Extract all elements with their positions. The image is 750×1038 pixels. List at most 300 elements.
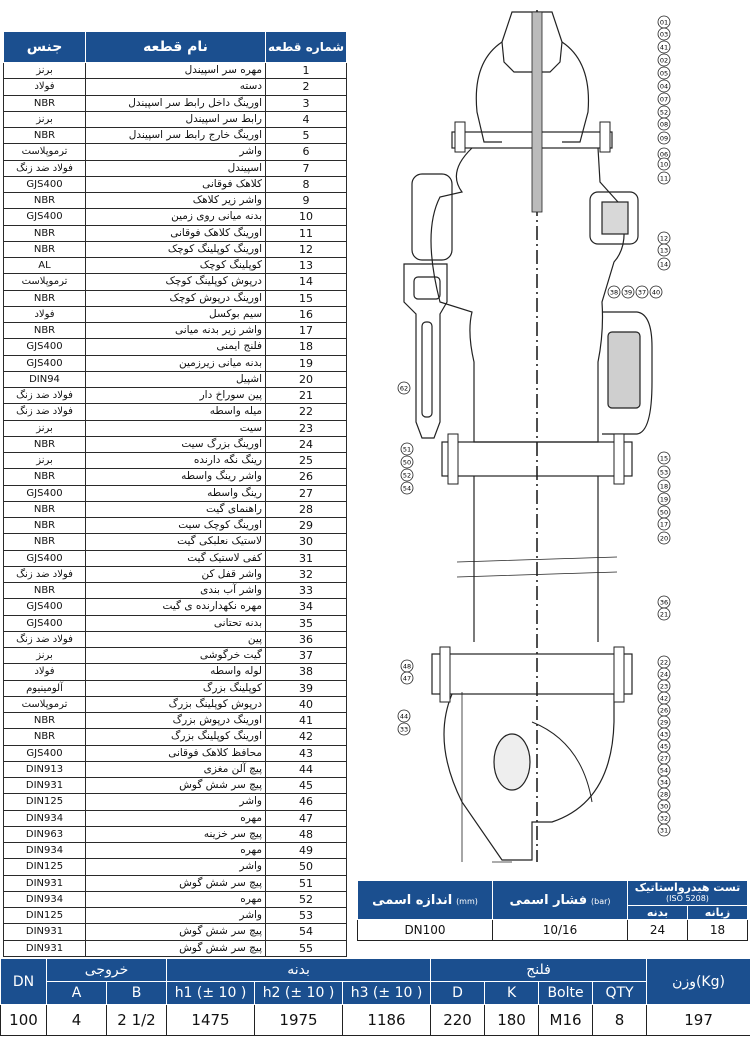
part-material: GJS400 [4,615,86,631]
part-number: 29 [266,518,347,534]
callout-label: 15 [659,454,669,463]
part-material: فولاد ضد زنگ [4,388,86,404]
table-row [4,648,347,664]
callout-label: 08 [659,120,669,129]
part-name: اورینگ خارج رابط سر اسپیندل [86,128,266,144]
table-row [4,501,347,517]
callout-label: 20 [659,534,669,543]
part-material: ترموپلاست [4,274,86,290]
table-row [4,209,347,225]
col-qty: QTY [593,982,647,1005]
table-row [4,306,347,322]
part-number: 5 [266,128,347,144]
part-number: 4 [266,111,347,127]
part-number: 34 [266,599,347,615]
part-number: 10 [266,209,347,225]
part-number: 55 [266,940,347,956]
body-subheader: بدنه [628,906,688,920]
table-row [4,826,347,842]
part-material: NBR [4,436,86,452]
a-value: 4 [47,1005,107,1036]
table-row [4,534,347,550]
part-name: مهره نکهدارنده ی گیت [86,599,266,615]
spindle [532,12,542,212]
callout-label: 42 [659,694,669,703]
part-number: 51 [266,875,347,891]
parts-table-body [4,63,347,957]
parts-table-header [4,32,347,63]
part-name: مهره [86,843,266,859]
table-row [4,599,347,615]
part-material: DIN931 [4,940,86,956]
part-number: 38 [266,664,347,680]
part-material: GJS400 [4,485,86,501]
lower-body-elbow [444,694,614,860]
part-name: مهره [86,810,266,826]
part-material: NBR [4,534,86,550]
part-number: 54 [266,924,347,940]
table-row [4,615,347,631]
part-material: فولاد [4,79,86,95]
part-name: اورینگ درپوش بزرگ [86,713,266,729]
part-name: واشر زیر بدنه میانی [86,323,266,339]
size-value: DN100 [358,920,493,941]
part-material: DIN931 [4,924,86,940]
part-number: 26 [266,469,347,485]
part-number: 16 [266,306,347,322]
part-number: 50 [266,859,347,875]
part-number: 33 [266,583,347,599]
part-material: ترموپلاست [4,696,86,712]
part-number: 46 [266,794,347,810]
table-row [4,566,347,582]
part-name: واشر آب بندی [86,583,266,599]
part-material: ترموپلاست [4,144,86,160]
part-name: بدنه تحتانی [86,615,266,631]
part-material: NBR [4,323,86,339]
part-material: DIN125 [4,794,86,810]
table-row [4,843,347,859]
part-name: محافظ کلاهک فوقانی [86,745,266,761]
lower-tube [474,476,598,642]
part-material: GJS400 [4,355,86,371]
part-number: 22 [266,404,347,420]
part-name: گیت خرگوشی [86,648,266,664]
table-row [4,745,347,761]
part-number: 1 [266,63,347,79]
callout-label: 53 [659,468,669,477]
weight-header: وزن(Kg) [647,959,750,1005]
pressure-header [493,881,628,920]
table-row [4,680,347,696]
table-row [4,95,347,111]
part-name: اشپیل [86,371,266,387]
part-material: NBR [4,713,86,729]
part-material: برنز [4,648,86,664]
part-material: DIN94 [4,371,86,387]
callout-label: 37 [637,288,647,297]
callout-label: 32 [659,814,669,823]
part-name: بدنه میانی زیرزمین [86,355,266,371]
part-name: واشر رینگ واسطه [86,469,266,485]
table-row [4,550,347,566]
part-number: 17 [266,323,347,339]
part-name: راهنمای گیت [86,501,266,517]
table-row [4,274,347,290]
table-row [4,778,347,794]
part-material: NBR [4,501,86,517]
part-name: پیچ سر خزینه [86,826,266,842]
pressure-value: 10/16 [493,920,628,941]
part-number: 8 [266,176,347,192]
part-name: سیم بوکسل [86,306,266,322]
table-row [4,111,347,127]
pressure-unit: (bar) [591,896,611,906]
d-value: 220 [431,1005,485,1036]
part-material: NBR [4,729,86,745]
callout-label: 02 [659,56,669,65]
table-row [4,940,347,956]
table-row [4,485,347,501]
part-number: 20 [266,371,347,387]
table-row [4,729,347,745]
part-name: مهره سر اسپیندل [86,63,266,79]
hydrotest-label: تست هیدرواستاتیک [634,880,741,894]
table-row [4,713,347,729]
part-material: فولاد [4,664,86,680]
part-material: فولاد ضد زنگ [4,160,86,176]
header-part-name: نام قطعه [86,32,266,63]
table-row [4,810,347,826]
table-row [4,664,347,680]
qty-value: 8 [593,1005,647,1036]
part-number: 45 [266,778,347,794]
part-name: واشر زیر کلاهک [86,193,266,209]
callout-label: 52 [659,108,669,117]
part-name: پیچ آلن مغزی [86,761,266,777]
callout-label: 19 [659,495,669,504]
part-material: NBR [4,469,86,485]
part-number: 40 [266,696,347,712]
dimensions-table [0,958,750,1036]
table-row [4,225,347,241]
part-material: GJS400 [4,209,86,225]
part-material: برنز [4,63,86,79]
col-d: D [431,982,485,1005]
part-number: 25 [266,453,347,469]
callout-label: 29 [659,718,669,727]
hydrotest-std: (ISO 5208) [666,893,709,903]
part-material: NBR [4,290,86,306]
part-name: رابط سر اسپیندل [86,111,266,127]
part-name: اورینگ کوپلینگ کوچک [86,241,266,257]
table-row [4,388,347,404]
dims-row [1,1005,750,1036]
part-material: NBR [4,95,86,111]
dn-header: DN [1,959,47,1005]
header-part-number: شماره قطعه [266,32,347,63]
part-material: DIN934 [4,810,86,826]
table-row [4,258,347,274]
callout-label: 12 [659,234,669,243]
body-test-value: 24 [628,920,688,941]
callout-label: 45 [659,742,669,751]
callout-label: 05 [659,69,669,78]
table-row [4,404,347,420]
callout-label: 21 [659,610,669,619]
part-number: 43 [266,745,347,761]
parts-table [3,31,347,957]
part-name: میله واسطه [86,404,266,420]
lower-flange [432,654,632,694]
table-row [4,339,347,355]
part-number: 2 [266,79,347,95]
b-value: 2 1/2 [107,1005,167,1036]
part-material: NBR [4,241,86,257]
callout-label: 09 [659,134,669,143]
part-name: کوپلینگ کوچک [86,258,266,274]
part-number: 15 [266,290,347,306]
part-material: GJS400 [4,339,86,355]
table-row [4,908,347,924]
part-name: پیچ سر شش گوش [86,940,266,956]
part-name: لاستیک نعلبکی گیت [86,534,266,550]
callout-label: 10 [659,160,669,169]
part-material: AL [4,258,86,274]
part-number: 32 [266,566,347,582]
part-name: رینگ نگه دارنده [86,453,266,469]
part-name: فلنج ایمنی [86,339,266,355]
part-material: NBR [4,518,86,534]
part-name: واشر قفل کن [86,566,266,582]
table-row [4,469,347,485]
part-material: DIN963 [4,826,86,842]
tongue-test-value: 18 [688,920,748,941]
callout-label: 39 [623,288,633,297]
col-h2: h2 (± 10 ) [255,982,343,1005]
table-row [4,128,347,144]
table-row [4,144,347,160]
spec-table [357,880,748,941]
tongue-subheader: زبانه [688,906,748,920]
part-material: DIN934 [4,843,86,859]
callout-label: 51 [402,445,412,454]
part-name: اورینگ درپوش کوچک [86,290,266,306]
part-number: 12 [266,241,347,257]
callout-label: 01 [659,18,669,27]
part-number: 11 [266,225,347,241]
part-name: پین [86,631,266,647]
callout-label: 33 [399,725,409,734]
col-h3: h3 (± 10 ) [343,982,431,1005]
flange-header: فلنج [431,959,647,982]
table-row [4,891,347,907]
callout-label: 38 [609,288,619,297]
callout-label: 30 [659,802,669,811]
part-number: 30 [266,534,347,550]
part-material: آلومینیوم [4,680,86,696]
table-row [4,631,347,647]
part-name: پیچ سر شش گوش [86,924,266,940]
size-header [358,881,493,920]
part-material: NBR [4,225,86,241]
part-material: GJS400 [4,599,86,615]
table-row [4,241,347,257]
part-number: 53 [266,908,347,924]
weight-value: 197 [647,1005,750,1036]
callout-label: 24 [659,670,669,679]
part-material: NBR [4,128,86,144]
callout-label: 40 [651,288,661,297]
part-name: مهره [86,891,266,907]
part-name: کفی لاستیک گیت [86,550,266,566]
part-name: واشر [86,794,266,810]
table-row [4,420,347,436]
left-outlet [412,174,452,260]
table-row [4,453,347,469]
callout-label: 48 [402,662,412,671]
part-name: واشر [86,908,266,924]
hydrant-section-drawing [352,2,747,872]
table-row [4,924,347,940]
part-name: اورینگ کوچک سیت [86,518,266,534]
callout-label: 22 [659,658,669,667]
part-number: 37 [266,648,347,664]
part-name: لوله واسطه [86,664,266,680]
callout-label: 50 [659,508,669,517]
col-k: K [485,982,539,1005]
col-h1: h1 (± 10 ) [167,982,255,1005]
part-name: واشر [86,144,266,160]
part-material: DIN934 [4,891,86,907]
part-number: 6 [266,144,347,160]
callout-label: 50 [402,458,412,467]
callout-label: 07 [659,95,669,104]
callout-label: 52 [402,471,412,480]
table-row [4,63,347,79]
callout-label: 34 [659,778,669,787]
part-number: 21 [266,388,347,404]
part-name: پین سوراخ دار [86,388,266,404]
callout-label: 36 [659,598,669,607]
part-name: کلاهک فوقانی [86,176,266,192]
callout-label: 14 [659,260,669,269]
callout-label: 47 [402,674,412,683]
part-name: بدنه میانی روی زمین [86,209,266,225]
part-material: DIN125 [4,859,86,875]
part-material: برنز [4,453,86,469]
part-number: 39 [266,680,347,696]
part-name: درپوش کوپلینگ بزرگ [86,696,266,712]
part-number: 48 [266,826,347,842]
table-row [4,160,347,176]
callout-label: 62 [399,384,409,393]
part-material: NBR [4,193,86,209]
table-row [4,859,347,875]
body-header: بدنه [167,959,431,982]
part-number: 23 [266,420,347,436]
table-row [4,794,347,810]
col-b: B [107,982,167,1005]
callout-label: 26 [659,706,669,715]
part-material: DIN931 [4,875,86,891]
part-name: اورینگ بزرگ سیت [86,436,266,452]
part-number: 28 [266,501,347,517]
header-material: جنس [4,32,86,63]
part-material: برنز [4,111,86,127]
callout-label: 06 [659,150,669,159]
h3-value: 1186 [343,1005,431,1036]
part-name: پیچ سر شش گوش [86,875,266,891]
part-number: 27 [266,485,347,501]
callout-label: 54 [659,766,669,775]
callout-label: 13 [659,246,669,255]
callout-label: 18 [659,482,669,491]
bolt-value: M16 [539,1005,593,1036]
part-material: GJS400 [4,176,86,192]
part-material: NBR [4,583,86,599]
col-bolt: Bolte [539,982,593,1005]
table-row [4,290,347,306]
table-row [4,79,347,95]
part-name: پیچ سر شش گوش [86,778,266,794]
table-row [4,193,347,209]
part-number: 36 [266,631,347,647]
table-row [4,355,347,371]
part-number: 44 [266,761,347,777]
table-row [4,583,347,599]
part-material: GJS400 [4,550,86,566]
part-number: 31 [266,550,347,566]
table-row [4,436,347,452]
callout-label: 44 [399,712,409,721]
part-number: 35 [266,615,347,631]
callout-label: 54 [402,484,412,493]
h2-value: 1975 [255,1005,343,1036]
k-value: 180 [485,1005,539,1036]
part-material: DIN913 [4,761,86,777]
callout-label: 04 [659,82,669,91]
part-name: اسپیندل [86,160,266,176]
part-number: 3 [266,95,347,111]
col-a: A [47,982,107,1005]
part-material: فولاد ضد زنگ [4,631,86,647]
table-row [4,696,347,712]
callout-label: 03 [659,30,669,39]
part-name: واشر [86,859,266,875]
table-row [4,176,347,192]
part-number: 49 [266,843,347,859]
table-row [4,875,347,891]
part-number: 14 [266,274,347,290]
dn-value: 100 [1,1005,47,1036]
part-material: DIN125 [4,908,86,924]
part-name: اورینگ کلاهک فوقانی [86,225,266,241]
part-name: اورینگ داخل رابط سر اسپیندل [86,95,266,111]
part-number: 19 [266,355,347,371]
part-name: اورینگ کوپلینگ بزرگ [86,729,266,745]
hydrotest-header [628,881,748,906]
part-number: 18 [266,339,347,355]
h1-value: 1475 [167,1005,255,1036]
part-number: 24 [266,436,347,452]
part-material: فولاد ضد زنگ [4,566,86,582]
part-material: فولاد [4,306,86,322]
part-material: GJS400 [4,745,86,761]
part-name: درپوش کوپلینگ کوچک [86,274,266,290]
part-name: کوپلینگ بزرگ [86,680,266,696]
part-number: 13 [266,258,347,274]
